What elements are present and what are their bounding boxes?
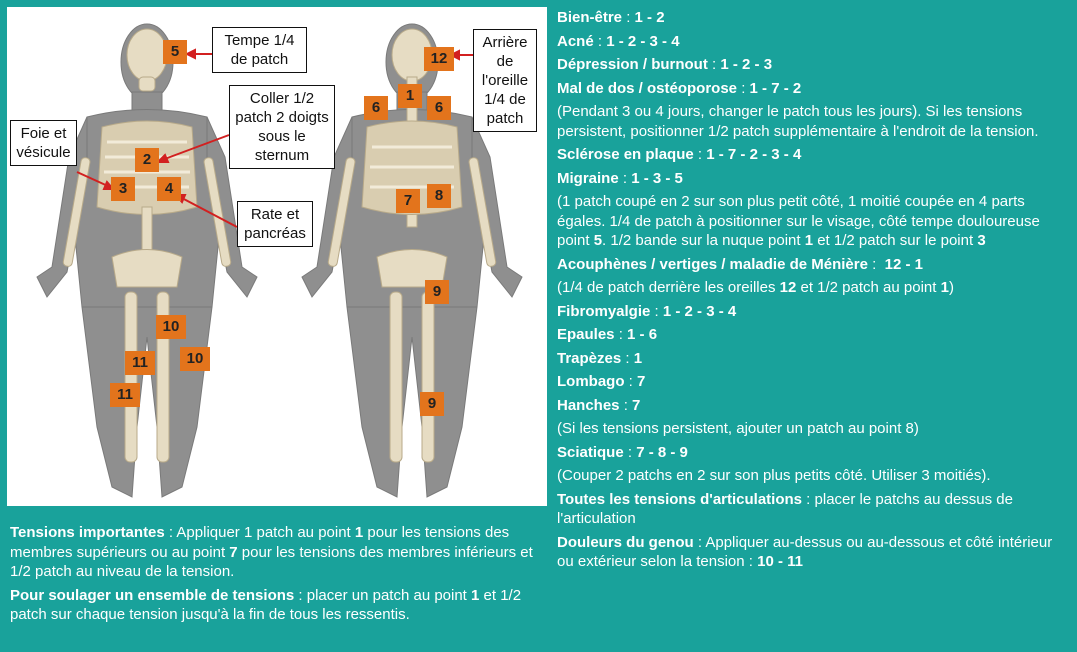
marker-11: 11 [110, 383, 140, 407]
entry-label: Fibromyalgie [557, 302, 651, 320]
instruction-ensemble [10, 586, 540, 625]
marker-7: 7 [396, 189, 420, 213]
note-point: 5 [593, 232, 603, 249]
note-text: . 1/2 bande sur la nuque point [602, 232, 805, 249]
entry-trapezes: Trapèzes : 1 [557, 349, 643, 367]
instruction-text: : Appliquer 1 patch au point [164, 524, 355, 541]
entry-value: 1 - 2 - 3 [720, 56, 773, 73]
entry-depression: Dépression / burnout : 1 - 2 - 3 [557, 56, 773, 73]
entry-label: Douleurs du genou [557, 533, 694, 551]
marker-1: 1 [398, 84, 422, 108]
entry-label: Acné [557, 32, 594, 50]
marker-6: 6 [427, 96, 451, 120]
note-point: 3 [977, 232, 986, 249]
entry-value: 1 - 7 - 2 - 3 - 4 [706, 146, 802, 163]
marker-4: 4 [157, 177, 181, 201]
entry-dos: Mal de dos / ostéoporose : 1 - 7 - 2 [557, 79, 802, 97]
entry-text: : placer le patchs au dessus de l'articulation [557, 490, 1013, 527]
entry-migraine: Migraine : 1 - 3 - 5 [557, 169, 683, 187]
entry-acne: Acné : 1 - 2 - 3 - 4 [557, 32, 680, 50]
note-text: et 1/2 patch au point [796, 279, 941, 296]
entry-label: Hanches [557, 396, 620, 414]
callout-rate: Rate et pancréas [237, 201, 313, 247]
instruction-text: pour les tensions des membres supérieurs ou au point [10, 524, 510, 561]
instruction-point: 1 [471, 586, 480, 604]
entry-value: 10 - 11 [757, 553, 803, 570]
entry-epaules: Epaules : 1 - 6 [557, 326, 658, 343]
marker-9: 9 [425, 280, 449, 304]
entry-label: Lombago [557, 373, 625, 390]
marker-2: 2 [135, 148, 159, 172]
marker-9: 9 [420, 392, 444, 416]
marker-11: 11 [125, 351, 155, 375]
marker-3: 3 [111, 177, 135, 201]
entry-sciatique-note: (Couper 2 patchs en 2 sur son plus petits côté. Utiliser 3 moitiés). [557, 467, 991, 484]
note-text: et 1/2 patch sur le point [813, 232, 978, 249]
entry-bienetre: Bien-être : 1 - 2 [557, 9, 665, 26]
entry-label: Dépression / burnout [557, 56, 708, 73]
entry-label: Epaules [557, 326, 615, 343]
entry-label: Sclérose en plaque [557, 146, 694, 163]
entry-value: 1 - 3 - 5 [631, 169, 683, 187]
entry-label: Migraine [557, 169, 619, 187]
entry-value: 7 [637, 373, 646, 390]
callout-arriere: Arrière de l'oreille 1/4 de patch [473, 29, 537, 132]
general-instructions [10, 523, 540, 629]
body-illustration [7, 7, 547, 506]
instruction-importantes [10, 523, 540, 582]
entry-migraine-note [557, 192, 1069, 251]
entry-acouphenes: Acouphènes / vertiges / maladie de Ménière : 12 - 1 [557, 255, 923, 273]
entry-articulations [557, 490, 1069, 529]
entry-value: 1 [633, 349, 643, 367]
entry-hanches-note: (Si les tensions persistent, ajouter un patch au point 8) [557, 420, 919, 437]
instruction-text: et 1/2 patch sur chaque tension jusqu'à la fin de tous les ressentis. [10, 586, 522, 623]
entry-value: 1 - 2 - 3 - 4 [662, 302, 737, 320]
entry-sclerose: Sclérose en plaque : 1 - 7 - 2 - 3 - 4 [557, 146, 802, 163]
marker-10: 10 [156, 315, 186, 339]
body-diagram [7, 7, 547, 506]
note-point: 1 [804, 232, 814, 249]
instruction-text: pour les tensions des membres inférieurs et 1/2 patch au niveau de la tension. [10, 543, 533, 580]
instruction-label: Tensions importantes [10, 524, 165, 541]
entry-sciatique: Sciatique : 7 - 8 - 9 [557, 443, 688, 461]
entry-lombago: Lombago : 7 [557, 373, 646, 390]
marker-12: 12 [424, 47, 454, 71]
callout-foie: Foie et vésicule [10, 120, 77, 166]
note-text: (1/4 de patch derrière les oreilles [557, 279, 780, 296]
entry-genou [557, 533, 1069, 572]
instruction-point: 1 [354, 524, 364, 541]
entry-label: Mal de dos / ostéoporose [557, 79, 738, 97]
entry-acouphenes-note [557, 278, 1069, 298]
indications-list [557, 8, 1069, 576]
entry-value: 7 [632, 396, 641, 414]
note-text: (1 patch coupé en 2 sur son plus petit côté, 1 moitié coupée en 4 parts égales. 1/4 de patch à positionner sur le visage, côté tempe douloureuse point [557, 193, 1040, 249]
marker-8: 8 [427, 184, 451, 208]
entry-value: 1 - 2 [634, 9, 665, 26]
entry-text: : Appliquer au-dessus ou au-dessous et côté intérieur ou extérieur selon la tension : [557, 533, 1053, 570]
entry-label: Toutes les tensions d'articulations [557, 490, 803, 508]
entry-value: 1 - 6 [627, 326, 658, 343]
entry-value: 7 - 8 - 9 [636, 443, 688, 461]
note-point: 1 [940, 279, 949, 296]
entry-value: 1 - 7 - 2 [749, 79, 802, 97]
marker-10: 10 [180, 347, 210, 371]
entry-label: Bien-être [557, 9, 623, 26]
instruction-text: : placer un patch au point [294, 586, 472, 604]
marker-5: 5 [163, 40, 187, 64]
entry-value: 1 - 2 - 3 - 4 [606, 32, 680, 50]
entry-label: Sciatique [557, 443, 624, 461]
entry-value: 12 - 1 [884, 255, 923, 273]
instruction-point: 7 [229, 543, 238, 561]
marker-6: 6 [364, 96, 388, 120]
callout-tempe: Tempe 1/4 de patch [212, 27, 307, 73]
entry-label: Acouphènes / vertiges / maladie de Ménière [557, 255, 868, 273]
note-text: ) [948, 279, 954, 296]
entry-fibro: Fibromyalgie : 1 - 2 - 3 - 4 [557, 302, 737, 320]
entry-label: Trapèzes [557, 349, 622, 367]
instruction-label: Pour soulager un ensemble de tensions [10, 586, 295, 604]
entry-hanches: Hanches : 7 [557, 396, 641, 414]
entry-dos-note: (Pendant 3 ou 4 jours, changer le patch tous les jours). Si les tensions persistent, positionner 1/2 patch supplémentaire à l'endroit de la tension. [557, 103, 1039, 140]
note-point: 12 [779, 279, 797, 296]
callout-coller: Coller 1/2 patch 2 doigts sous le sternum [229, 85, 335, 169]
